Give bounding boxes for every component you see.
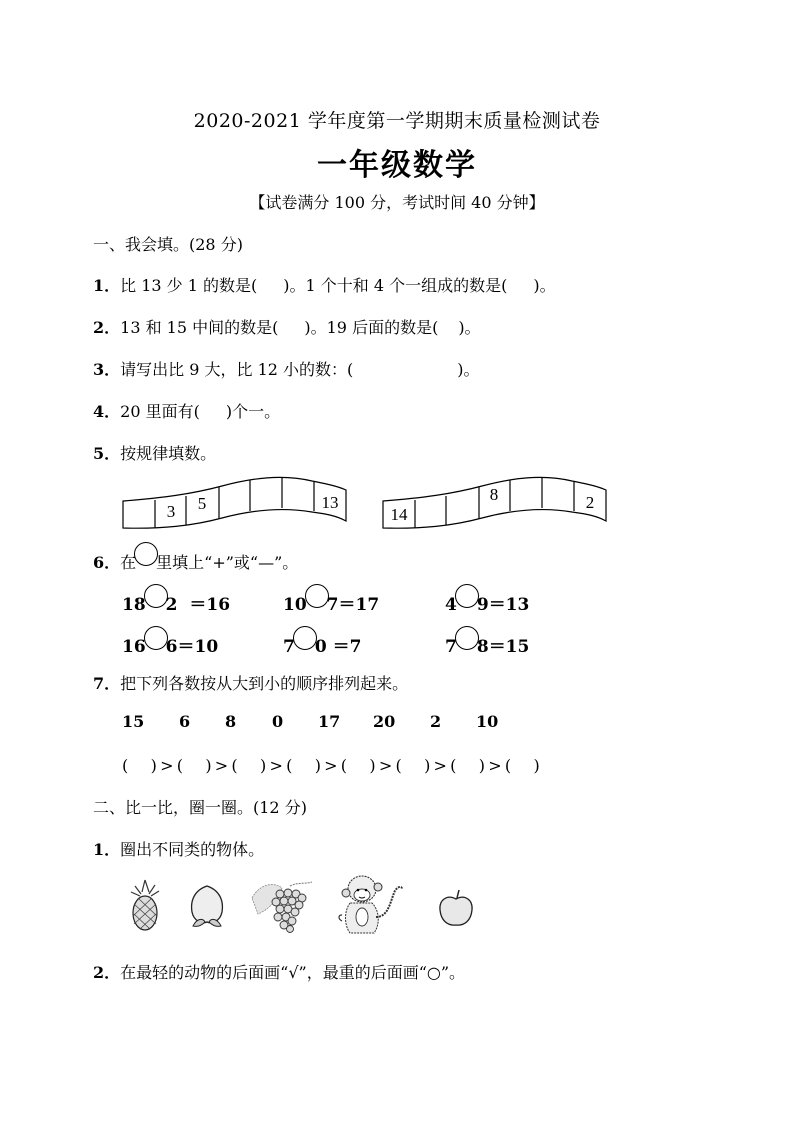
q-text-b: )。19 后面的数是(	[304, 318, 439, 337]
q-number: 4．	[93, 402, 121, 421]
q-text: 圈出不同类的物体。	[120, 840, 265, 859]
q-text-b: )个一。	[225, 402, 281, 421]
operator-circle[interactable]	[293, 626, 317, 650]
exam-note: 【试卷满分 100 分，考试时间 40 分钟】	[249, 193, 545, 212]
q-text-a: 比 13 少 1 的数是(	[120, 276, 258, 295]
strip-cell: 3	[166, 502, 176, 521]
q-number: 2．	[93, 318, 121, 337]
question-1-4	[93, 399, 280, 422]
strip-cell: 2	[585, 493, 595, 512]
equation	[122, 632, 218, 658]
ordering-answer-line[interactable]: ( )>( )>( )>( )>( )>( )>( )>( )	[122, 756, 543, 775]
eq-result: ＝13	[488, 595, 530, 615]
eq-left: 10	[283, 595, 307, 615]
operator-circle[interactable]	[455, 626, 479, 650]
q-number: 3．	[93, 360, 121, 379]
q-text-c: )。	[533, 276, 556, 295]
exam-title: 2020-2021 学年度第一学期期末质量检测试卷	[193, 110, 601, 132]
eq-right: 0	[314, 637, 327, 657]
eq-result: ＝15	[488, 637, 530, 657]
eq-left: 4	[445, 595, 457, 615]
eq-result: ＝16	[189, 595, 231, 615]
question-1-7	[93, 671, 408, 694]
number-list-item: 2	[430, 712, 442, 731]
eq-left: 7	[445, 637, 457, 657]
number-list-item: 17	[318, 712, 341, 731]
number-strip-left	[122, 476, 350, 531]
q-text: 在最轻的动物的后面画“√”，最重的后面画“○”。	[120, 963, 466, 982]
eq-result: ＝17	[338, 595, 380, 615]
eq-right: 9	[476, 595, 489, 615]
number-list-item: 20	[373, 712, 396, 731]
question-1-5	[93, 441, 216, 464]
monkey-icon[interactable]	[336, 873, 406, 941]
eq-right: 8	[476, 637, 489, 657]
q-text-a: 请写出比 9 大，比 12 小的数：(	[120, 360, 354, 379]
equation	[283, 632, 361, 658]
number-list-item: 15	[122, 712, 145, 731]
eq-left: 18	[122, 595, 146, 615]
q-text-c: )。	[458, 318, 481, 337]
q-text-b: 里填上“+”或“—”。	[156, 553, 299, 572]
q-text: 把下列各数按从大到小的顺序排列起来。	[120, 674, 409, 693]
q-text-a: 在	[120, 553, 137, 572]
circle-icon	[134, 542, 158, 566]
equation	[283, 590, 379, 616]
section1-heading: 一、我会填。(28 分)	[93, 235, 243, 254]
peach-icon[interactable]	[185, 882, 229, 930]
strip-cell: 8	[489, 485, 499, 504]
operator-circle[interactable]	[455, 584, 479, 608]
strip-cell: 5	[197, 494, 207, 513]
eq-result: ＝10	[177, 637, 219, 657]
eq-right: 6	[165, 637, 178, 657]
section2-heading: 二、比一比，圈一圈。(12 分)	[93, 798, 307, 817]
question-2-2	[93, 960, 465, 983]
pineapple-icon[interactable]	[125, 878, 165, 933]
equation	[445, 590, 529, 616]
q-text-b: )。1 个十和 4 个一组成的数是(	[283, 276, 508, 295]
question-1-2	[93, 315, 481, 338]
apple-icon[interactable]	[437, 888, 475, 928]
question-1-6	[93, 550, 298, 574]
number-list-item: 0	[272, 712, 284, 731]
number-list-item: 8	[225, 712, 237, 731]
question-2-1	[93, 837, 264, 860]
q-text: 按规律填数。	[120, 444, 217, 463]
operator-circle[interactable]	[144, 626, 168, 650]
eq-right: 7	[326, 595, 339, 615]
equation	[445, 632, 529, 658]
operator-circle[interactable]	[144, 584, 168, 608]
question-1-1	[93, 273, 556, 296]
q-text-a: 13 和 15 中间的数是(	[120, 318, 279, 337]
number-list-item: 10	[476, 712, 499, 731]
exam-subtitle: 一年级数学	[317, 148, 477, 183]
equation	[122, 590, 230, 616]
q-text-b: )。	[457, 360, 480, 379]
number-strip-right	[382, 476, 610, 531]
operator-circle[interactable]	[305, 584, 329, 608]
strip-cell: 14	[390, 505, 408, 524]
eq-left: 7	[283, 637, 295, 657]
eq-right: 2	[165, 595, 178, 615]
q-number: 1．	[93, 840, 121, 859]
q-text-a: 20 里面有(	[120, 402, 200, 421]
number-list-item: 6	[179, 712, 191, 731]
q-number: 1．	[93, 276, 121, 295]
question-1-3	[93, 357, 480, 380]
strip-cell: 13	[321, 493, 339, 512]
q-number: 5．	[93, 444, 121, 463]
q-number: 2．	[93, 963, 121, 982]
q-number: 7．	[93, 674, 121, 693]
eq-result: ＝7	[332, 637, 362, 657]
q-number: 6．	[93, 553, 121, 572]
grapes-icon[interactable]	[250, 878, 316, 933]
eq-left: 16	[122, 637, 146, 657]
